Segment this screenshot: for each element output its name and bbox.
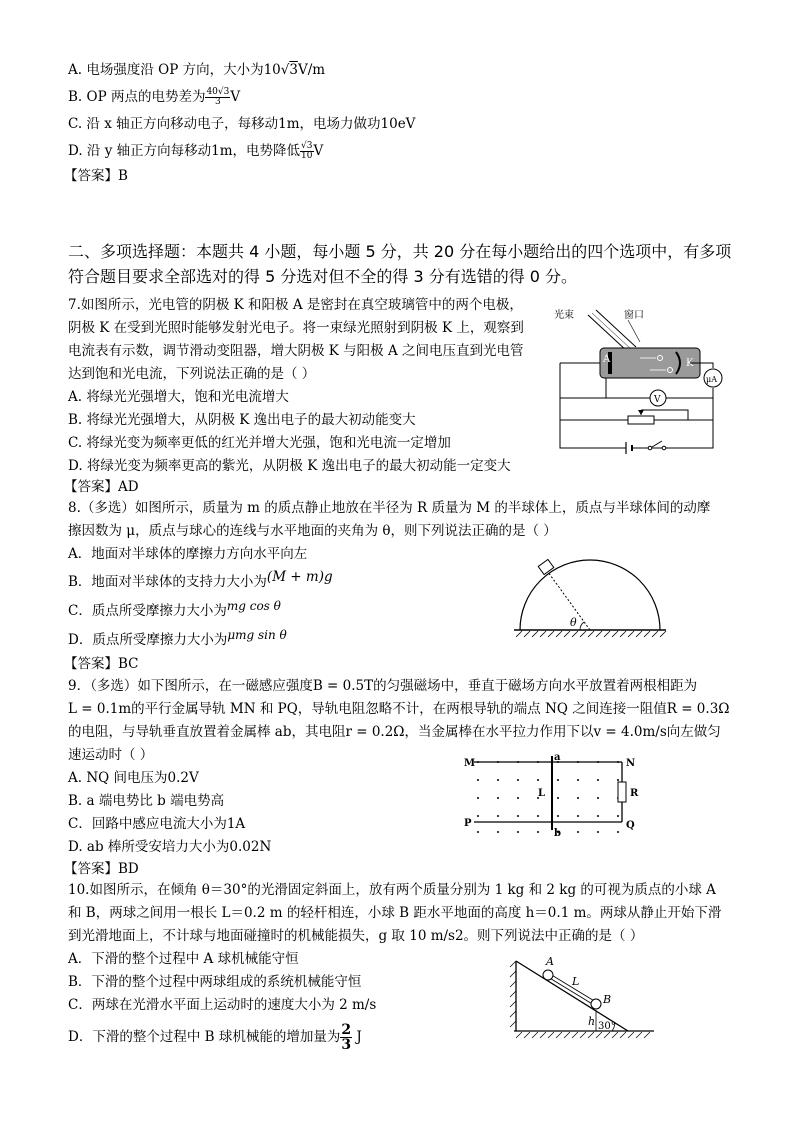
q10-stem-line-2: 和 B，两球之间用一根长 L＝0.2 m 的轻杆相连，小球 B 距水平地面的高度 h＝0.1 m。两球从静止开始下滑 xyxy=(68,905,722,921)
ball-b-label: B xyxy=(603,993,612,1006)
q9-option-b: B. a 端电势比 b 端电势高 xyxy=(68,793,225,809)
q8-option-d-formula: μmg sin θ xyxy=(227,628,287,642)
ground-hatching xyxy=(516,631,666,637)
section-heading-line-2: 符合题目要求全部选对的得 5 分选对但不全的得 3 分有选错的得 0 分。 xyxy=(68,267,578,286)
q9-option-d: D. ab 棒所受安培力大小为0.02N xyxy=(68,839,272,855)
q8-stem-line-2: 擦因数为 μ，质点与球心的连线与水平地面的夹角为 θ，则下列说法正确的是（ ） xyxy=(68,523,557,539)
sqrt-sign: √ xyxy=(280,62,290,78)
q7-answer: 【答案】AD xyxy=(64,479,139,495)
q10-option-d-text: D．下滑的整个过程中 B 球机械能的增加量为 xyxy=(68,1029,341,1045)
q10-option-c: C．两球在光滑水平面上运动时的速度大小为 2 m/s xyxy=(68,997,377,1013)
q7-photocell-circuit-figure xyxy=(548,300,728,460)
vacuum-tube xyxy=(600,348,700,378)
switch xyxy=(648,446,652,450)
q7-option-d: D. 将绿光变为频率更高的紫光，从阴极 K 逸出电子的最大初动能一定变大 xyxy=(68,458,511,474)
q6-option-d-text: D. 沿 y 轴正方向每移动1m，电势降低 xyxy=(68,143,301,159)
q9-stem-line-1: 9．（多选）如下图所示，在一磁感应强度B = 0.5T的匀强磁场中，垂直于磁场方向水平放置着两根相距为 xyxy=(68,678,698,694)
q7-option-b: B. 将绿光光强增大，从阴极 K 逸出电子的最大初动能变大 xyxy=(68,412,416,428)
voltmeter-label: V xyxy=(654,395,661,405)
rheostat xyxy=(628,416,654,424)
q7-stem-line-3: 电流表有示数，调节滑动变阻器，增大阴极 K 与阳极 A 之间电压直到光电管 xyxy=(68,343,524,359)
q6-option-a-radicand: 3 xyxy=(289,62,298,78)
window-label: 窗口 xyxy=(624,310,644,321)
ball-b xyxy=(591,999,601,1009)
q7-stem-line-1: 7.如图所示，光电管的阴极 K 和阳极 A 是密封在真空玻璃管中的两个电极， xyxy=(68,297,523,313)
angle-label: 30° xyxy=(598,1021,616,1032)
point-p-label: P xyxy=(464,818,472,829)
q10-option-b: B．下滑的整个过程中两球组成的系统机械能守恒 xyxy=(68,974,362,990)
q10-option-d-fraction xyxy=(340,1023,352,1052)
q9-option-c: C．回路中感应电流大小为1A xyxy=(68,816,246,832)
q8-option-b-text: B．地面对半球体的支持力大小为 xyxy=(68,574,267,590)
ball-a-label: A xyxy=(546,955,554,968)
q8-option-c xyxy=(68,601,281,621)
point-m-label: M xyxy=(464,758,476,769)
q10-option-d xyxy=(68,1023,362,1052)
q10-stem-line-1: 10.如图所示，在倾角 θ＝30°的光滑固定斜面上，放有两个质量分别为 1 kg 和 2 kg 的可视为质点的小球 A xyxy=(68,882,716,898)
q10-incline-figure xyxy=(508,955,658,1045)
point-b-label: b xyxy=(554,828,561,838)
q8-option-b-formula: (M + m)g xyxy=(266,569,333,585)
radius-line xyxy=(548,572,590,630)
point-n-label: N xyxy=(626,758,636,769)
q8-option-a: A．地面对半球体的摩擦力方向水平向左 xyxy=(68,546,308,562)
anode-label: A xyxy=(603,354,611,365)
fraction-numerator: √3 xyxy=(301,141,313,151)
q8-stem-line-1: 8.（多选）如图所示，质量为 m 的质点静止地放在半径为 R 质量为 M 的半球体上，质点与半球体间的动摩 xyxy=(68,500,711,516)
q8-option-b xyxy=(68,569,333,592)
q8-answer: 【答案】BC xyxy=(64,656,139,672)
light-rod xyxy=(548,977,594,1005)
q6-option-b-fraction xyxy=(205,88,230,107)
resistor-r xyxy=(618,782,626,802)
q8-option-c-formula: mg cos θ xyxy=(226,599,281,613)
q6-option-d-fraction xyxy=(300,142,313,161)
q10-stem-line-3: 到光滑地面上，不计球与地面碰撞时的机械能损失，g 取 10 m/s2。则下列说法中正确的是（ ） xyxy=(68,928,644,944)
q9-answer: 【答案】BD xyxy=(64,861,139,877)
q7-stem-line-2: 阴极 K 在受到光照时能够发射光电子。将一束绿光照射到阴极 K 上，观察到 xyxy=(68,320,524,336)
q8-option-c-text: C．质点所受摩擦力大小为 xyxy=(68,603,227,619)
rod-length-label: L xyxy=(572,975,580,988)
point-q-label: Q xyxy=(626,820,635,831)
q10-option-a: A．下滑的整个过程中 A 球机械能守恒 xyxy=(68,951,299,967)
distance-l-label: L xyxy=(538,788,546,799)
fraction-numerator: 2 xyxy=(341,1022,352,1038)
microammeter-label: μA xyxy=(706,375,717,384)
q8-option-d xyxy=(68,630,287,650)
q6-option-b-text: B. OP 两点的电势差为 xyxy=(68,89,206,105)
q9-stem-line-2: L = 0.1m的平行金属导轨 MN 和 PQ，导轨电阻忽略不计，在两根导轨的端点 NQ 之间连接一阻值R = 0.3Ω xyxy=(68,701,730,717)
light-label: 光束 xyxy=(554,310,574,321)
theta-label: θ xyxy=(570,616,577,629)
q6-answer: 【答案】B xyxy=(64,168,128,184)
ball-a xyxy=(543,970,553,980)
q6-option-d xyxy=(68,141,323,161)
q6-option-d-unit: V xyxy=(313,143,324,159)
q9-stem-line-4: 速运动时（ ） xyxy=(68,747,154,763)
q6-option-a-text: A. 电场强度沿 OP 方向，大小为10 xyxy=(68,62,281,78)
height-label: h xyxy=(588,1015,596,1028)
fraction-denominator: 3 xyxy=(215,97,221,107)
q9-rails-figure xyxy=(460,752,650,838)
mass-block xyxy=(538,559,554,574)
q6-option-c: C. 沿 x 轴正方向移动电子，每移动1m，电场力做功10eV xyxy=(68,116,416,132)
q9-stem-line-3: 的电阻，与导轨垂直放置着金属棒 ab，其电阻r = 0.2Ω，当金属棒在水平拉力作用下以v = 4.0m/s向左做匀 xyxy=(68,724,721,740)
q6-option-b xyxy=(68,87,240,107)
resistor-label: R xyxy=(630,788,639,799)
q10-option-d-unit: J xyxy=(356,1029,362,1045)
ground-hatching xyxy=(516,1032,650,1038)
q8-hemisphere-figure xyxy=(512,558,670,644)
q9-option-a: A. NQ 间电压为0.2V xyxy=(68,770,199,786)
q6-option-a xyxy=(68,60,325,80)
fraction-denominator: 10 xyxy=(301,151,313,161)
fraction-numerator: 40√3 xyxy=(206,87,230,97)
q7-option-c: C. 将绿光变为频率更低的红光并增大光强，饱和光电流一定增加 xyxy=(68,435,451,451)
q8-option-d-text: D．质点所受摩擦力大小为 xyxy=(68,632,228,648)
cathode-label: K xyxy=(686,358,694,369)
point-a-label: a xyxy=(554,752,561,763)
q7-option-a: A. 将绿光光强增大，饱和光电流增大 xyxy=(68,389,289,405)
q6-option-b-unit: V xyxy=(230,89,241,105)
q6-option-a-unit: V/m xyxy=(297,62,326,78)
fraction-denominator: 3 xyxy=(341,1037,352,1053)
q7-stem-line-4: 达到饱和光电流，下列说法正确的是（ ） xyxy=(68,366,316,382)
section-heading-line-1: 二、多项选择题：本题共 4 小题，每小题 5 分，共 20 分在每小题给出的四个选项中，有多项 xyxy=(68,242,732,261)
